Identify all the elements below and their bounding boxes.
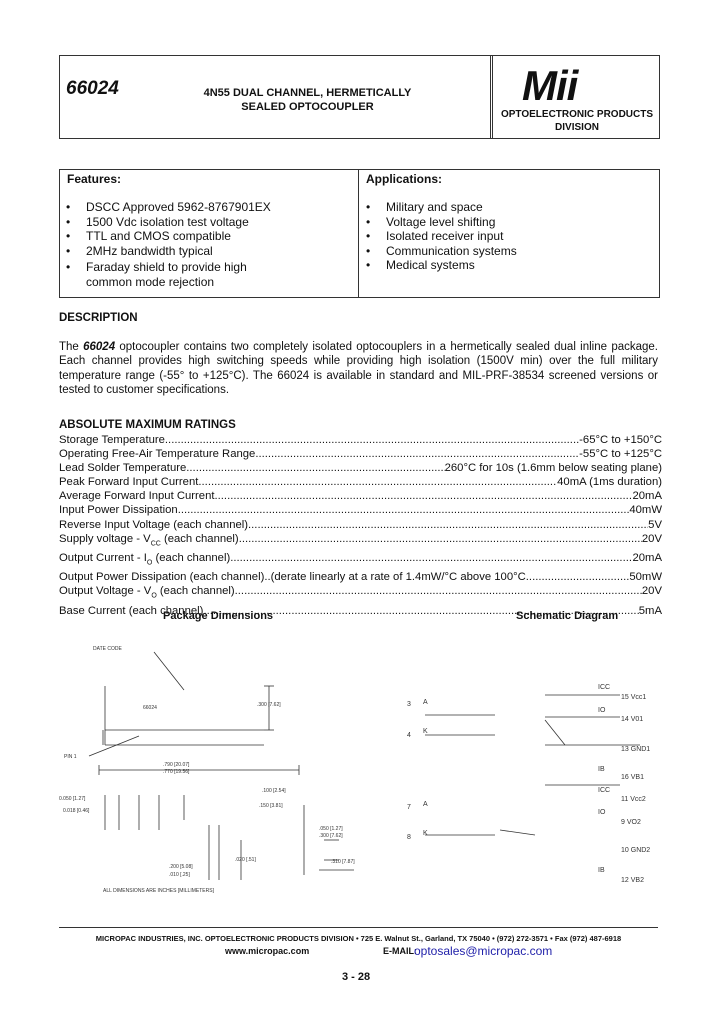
document-title	[200, 86, 415, 114]
dot-leader	[178, 503, 630, 517]
rating-value: 20V	[641, 532, 662, 545]
description-part: 66024	[83, 341, 116, 353]
rating-row	[59, 447, 662, 461]
pin-4: 4	[407, 732, 411, 739]
description-text	[59, 340, 658, 397]
cathode-label-1: K	[423, 728, 428, 735]
features-box	[59, 169, 660, 298]
icc-label-2: ICC	[598, 787, 611, 794]
pin-13: 13 GND1	[621, 746, 651, 753]
dim-a: .300 [7.62]	[257, 702, 281, 708]
io-label-2: IO	[598, 809, 606, 816]
application-item: • Military and space	[360, 200, 650, 215]
cathode-label-2: K	[423, 830, 428, 837]
feature-item: • 1500 Vdc isolation test voltage	[60, 215, 350, 230]
feature-item: • Faraday shield to provide high	[60, 260, 350, 275]
dim-e: 0.050 [1.27]	[59, 796, 86, 802]
application-item: • Medical systems	[360, 258, 650, 273]
output-wire	[500, 830, 535, 835]
rating-label: Operating Free-Air Temperature Range	[59, 448, 256, 461]
division-name	[496, 108, 658, 134]
rating-row	[59, 475, 662, 489]
dot-leader	[255, 447, 579, 461]
rating-label: Input Power Dissipation	[59, 504, 178, 517]
rating-value: 260°C for 10s (1.6mm below seating plane)	[444, 462, 662, 475]
rating-row	[59, 433, 662, 447]
features-list	[60, 200, 350, 290]
rating-value: -65°C to +150°C	[579, 434, 662, 446]
part-number: 66024	[66, 78, 119, 99]
feature-item: • 2MHz bandwidth typical	[60, 244, 350, 259]
pin-8: 8	[407, 834, 411, 841]
pin-15: 15 Vcc1	[621, 694, 647, 701]
feature-item: • DSCC Approved 5962-8767901EX	[60, 200, 350, 215]
rating-row	[59, 532, 662, 551]
leader-line	[154, 652, 184, 690]
pin-11: 11 Vcc2	[621, 796, 646, 803]
dot-leader	[239, 532, 642, 546]
rating-row	[59, 584, 662, 603]
rating-value: 5V	[648, 518, 662, 531]
applications-heading: Applications:	[366, 172, 443, 186]
pin-7: 7	[407, 804, 411, 811]
feature-item: • TTL and CMOS compatible	[60, 229, 350, 244]
rating-value: 20mA	[632, 552, 662, 564]
header-divider	[490, 56, 491, 138]
pin-14: 14 V01	[621, 716, 644, 723]
rating-row	[59, 518, 662, 532]
title-line-2: SEALED OPTOCOUPLER	[241, 101, 374, 113]
rating-label: Lead Solder Temperature	[59, 462, 187, 475]
pin-3: 3	[407, 701, 411, 708]
ratings-heading: ABSOLUTE MAXIMUM RATINGS	[59, 419, 236, 431]
pin-12: 12 VB2	[621, 877, 644, 884]
company-logo: Mii	[522, 62, 578, 109]
dim-g: .150 [3.81]	[259, 803, 283, 809]
page-number: 3 - 28	[342, 971, 371, 983]
leader-line	[89, 736, 139, 756]
application-item: • Isolated receiver input	[360, 229, 650, 244]
rating-value: 50mW	[629, 571, 662, 584]
description-heading: DESCRIPTION	[59, 312, 138, 324]
rating-value: 5mA	[638, 604, 662, 617]
division-line-1: OPTOELECTRONIC PRODUCTS	[500, 109, 654, 120]
dim-d: .100 [2.54]	[262, 788, 286, 794]
rating-label: Supply voltage - $V_{CC}$ (each channel)	[59, 532, 239, 547]
dim-f: 0.018 [0.46]	[63, 808, 90, 814]
dot-leader	[165, 433, 579, 447]
rating-label: Base Current (each channel)	[59, 604, 204, 617]
rating-label: Output Power Dissipation (each channel)..(derate linearly at a rate of 1.4mW/°C above 100°C	[59, 571, 526, 584]
dot-leader	[248, 518, 648, 532]
email-link[interactable]: optosales@micropac.com	[414, 944, 553, 958]
rating-value: 20V	[641, 585, 662, 598]
rating-row	[59, 461, 662, 475]
rating-row	[59, 489, 662, 503]
rating-label: Reverse Input Voltage (each channel)	[59, 518, 249, 531]
dot-leader	[230, 551, 632, 565]
dim-k: .200 [5.08]	[169, 864, 193, 870]
dim-b: .790 [20.07]	[163, 762, 190, 768]
dim-l: .010 [.25]	[169, 872, 190, 878]
email-label: E-MAIL:	[383, 946, 417, 956]
io-label-1: IO	[598, 707, 606, 714]
dim-h: .050 [1.27]	[319, 826, 343, 832]
description-body: optocoupler contains two completely isolated optocouplers in a hermetically sealed dual inline package. Each channel provides high switching speeds while providing high isolation (1500V min) over the full military temperature range (-55° to +125°C). The 66024 is available in standard and MIL-PRF-38534 screened versions or tested to customer specifications.	[59, 341, 658, 396]
rating-value: 40mW	[629, 504, 662, 517]
rating-value: 40mA (1ms duration)	[557, 476, 662, 489]
features-heading: Features:	[67, 172, 122, 186]
rating-row	[59, 503, 662, 517]
dim-i: .300 [7.62]	[319, 833, 343, 839]
dim-c: .770 [19.56]	[163, 769, 190, 775]
application-item: • Voltage level shifting	[360, 215, 650, 230]
rating-label: Peak Forward Input Current	[59, 476, 199, 489]
header-box	[59, 55, 660, 139]
dim-m: .020 [.51]	[235, 857, 256, 863]
anode-label-2: A	[423, 801, 428, 808]
dot-leader	[186, 461, 444, 475]
title-line-1: 4N55 DUAL CHANNEL, HERMETICALLY	[203, 87, 412, 99]
dot-leader	[526, 570, 630, 584]
description-lead: The	[59, 341, 84, 353]
rating-label: Storage Temperature	[59, 434, 165, 446]
schematic-heading: Schematic Diagram	[516, 610, 619, 622]
dot-leader	[235, 584, 642, 598]
anode-label-1: A	[423, 699, 428, 706]
schematic-drawing	[395, 675, 670, 895]
date-code-label: DATE CODE	[93, 646, 122, 652]
pin-10: 10 GND2	[621, 847, 651, 854]
header-divider-2	[492, 56, 493, 138]
dot-leader	[198, 475, 557, 489]
website-link[interactable]: www.micropac.com	[225, 946, 310, 956]
footer-company: MICROPAC INDUSTRIES, INC. OPTOELECTRONIC PRODUCTS DIVISION • 725 E. Walnut St., Garland, TX 75040 • (972) 272-3571 • Fax (972) 487-6918	[95, 934, 622, 943]
rating-value: -55°C to +125°C	[579, 448, 662, 461]
pin-16: 16 VB1	[621, 774, 644, 781]
application-item: • Communication systems	[360, 244, 650, 259]
dim-j: .310 [7.87]	[331, 859, 355, 865]
pin1-label: PIN 1	[64, 754, 77, 760]
applications-list	[360, 200, 650, 273]
rating-label: Output Current - $I_O$ (each channel)	[59, 552, 231, 567]
pin-9: 9 VO2	[621, 819, 641, 826]
dot-leader	[215, 489, 633, 503]
rating-value: 20mA	[632, 490, 662, 503]
rating-row	[59, 570, 662, 584]
ratings-table	[59, 433, 662, 618]
ib-label-1: IB	[598, 766, 605, 773]
rating-row	[59, 551, 662, 570]
package-note: ALL DIMENSIONS ARE INCHES [MILLIMETERS]	[103, 888, 214, 894]
features-divider	[358, 170, 359, 297]
division-line-2: DIVISION	[555, 122, 599, 133]
part-mark-label: 66024	[143, 705, 157, 711]
rating-label: Output Voltage - $V_O$ (each channel)	[59, 585, 235, 600]
package-drawing	[59, 630, 359, 900]
rating-label: Average Forward Input Current	[59, 490, 215, 503]
footer-rule	[59, 927, 658, 928]
icc-label-1: ICC	[598, 684, 611, 691]
output-wire	[545, 720, 565, 745]
package-heading: Package Dimensions	[163, 610, 274, 622]
ib-label-2: IB	[598, 867, 605, 874]
feature-item-continued: common mode rejection	[86, 274, 215, 289]
